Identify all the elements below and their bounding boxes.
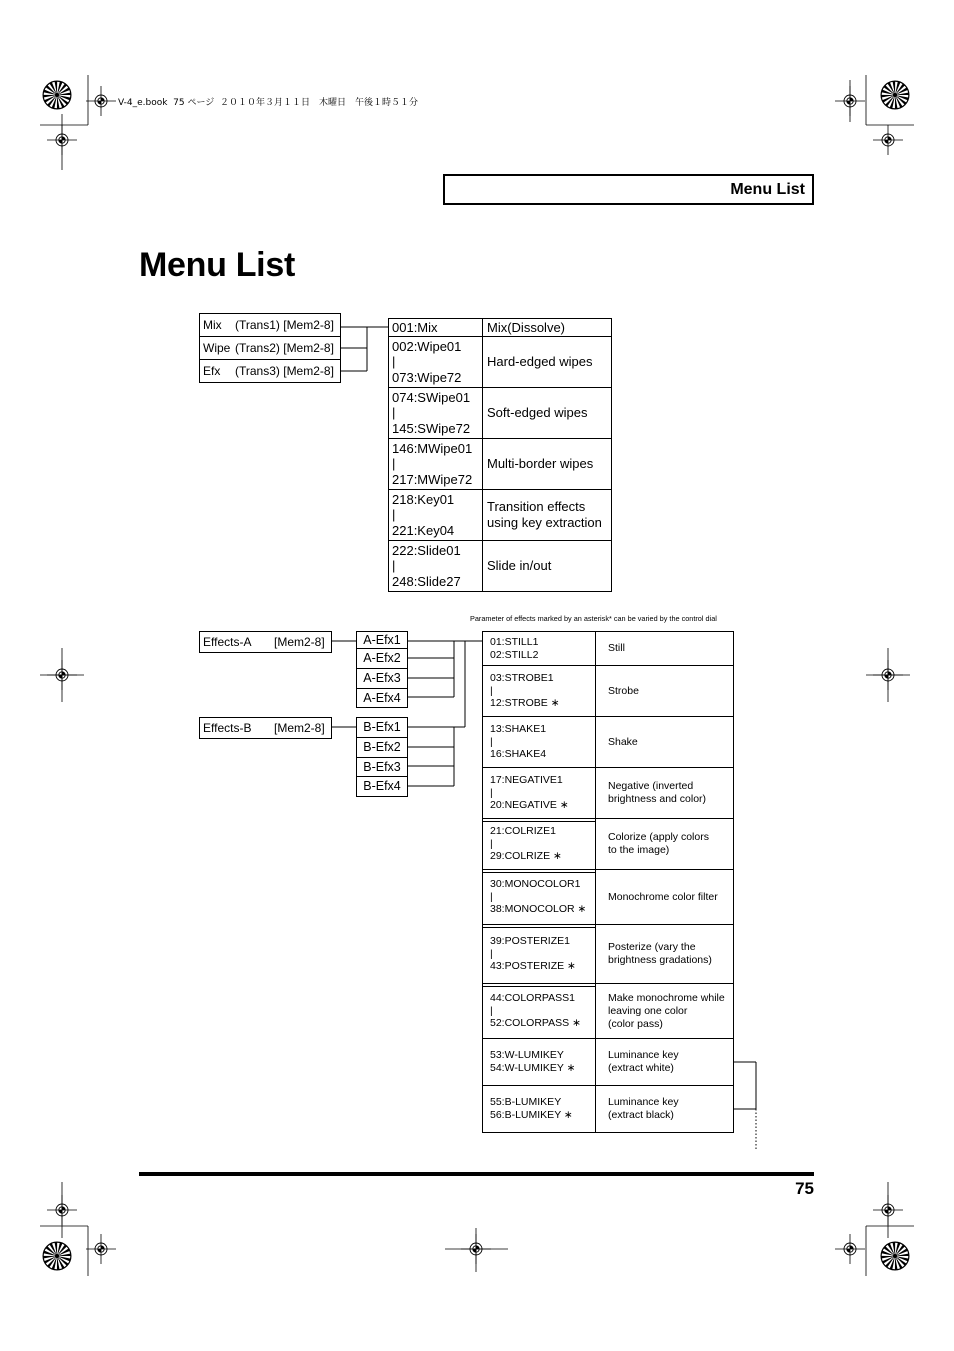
registration-crosshair-icon xyxy=(873,660,903,690)
registration-target-icon xyxy=(881,1242,909,1270)
effect-range: 53:W-LUMIKEY 54:W-LUMIKEY ∗ xyxy=(483,1039,596,1086)
effect-slot-b4: B-Efx4 xyxy=(356,776,408,797)
table-row xyxy=(483,632,734,666)
registration-crosshair-icon xyxy=(47,1195,77,1225)
transition-connectors xyxy=(341,327,388,371)
transition-source-efx xyxy=(199,359,341,383)
effect-slot-a1: A-Efx1 xyxy=(356,631,408,649)
source-detail: (Trans2) [Mem2-8] xyxy=(235,341,334,355)
effect-description: Still xyxy=(596,632,734,666)
print-slug: V-4_e.book 75 ページ ２０１０年３月１１日 木曜日 午後１時５１分 xyxy=(118,98,419,108)
effect-slot-b2: B-Efx2 xyxy=(356,737,408,758)
effect-range: 21:COLRIZE1 | 29:COLRIZE ∗ xyxy=(483,819,596,870)
effect-range: 55:B-LUMIKEY 56:B-LUMIKEY ∗ xyxy=(483,1086,596,1133)
effect-description: Monochrome color filter xyxy=(596,870,734,925)
pattern-range: 002:Wipe01 | 073:Wipe72 xyxy=(389,337,483,388)
effect-range: 30:MONOCOLOR1 | 38:MONOCOLOR ∗ xyxy=(483,870,596,925)
registration-crosshair-icon xyxy=(461,1234,491,1264)
table-row xyxy=(483,1086,734,1133)
pattern-description: Soft-edged wipes xyxy=(483,388,612,439)
table-row xyxy=(483,925,734,984)
bank-name: Effects-A xyxy=(203,635,252,649)
table-row xyxy=(483,819,734,870)
table-row xyxy=(389,541,612,592)
page-title: Menu List xyxy=(139,246,295,284)
pattern-range: 146:MWipe01 | 217:MWipe72 xyxy=(389,439,483,490)
effect-range: 44:COLORPASS1 | 52:COLORPASS ∗ xyxy=(483,984,596,1039)
effect-description: Posterize (vary the brightness gradations) xyxy=(596,925,734,984)
table-row xyxy=(389,388,612,439)
effects-bank-b xyxy=(199,717,332,739)
table-row xyxy=(483,768,734,819)
effect-description: Luminance key (extract white) xyxy=(596,1039,734,1086)
lumikey-bracket xyxy=(734,1062,756,1150)
transition-source-mix xyxy=(199,313,341,337)
bank-name: Effects-B xyxy=(203,721,252,735)
table-row xyxy=(483,870,734,925)
pattern-description: Slide in/out xyxy=(483,541,612,592)
transition-source-wipe xyxy=(199,336,341,360)
registration-target-icon xyxy=(881,81,909,109)
crop-mark-bottom-left xyxy=(40,1226,88,1276)
table-row xyxy=(389,319,612,337)
effect-description: Make monochrome while leaving one color (color pass) xyxy=(596,984,734,1039)
effect-range: 17:NEGATIVE1 | 20:NEGATIVE ∗ xyxy=(483,768,596,819)
running-header-title: Menu List xyxy=(730,181,805,198)
effect-slot-b1: B-Efx1 xyxy=(356,717,408,738)
effect-slot-a2: A-Efx2 xyxy=(356,648,408,669)
page-number: 75 xyxy=(795,1179,814,1198)
crop-mark-top-right xyxy=(866,75,914,125)
source-detail: (Trans3) [Mem2-8] xyxy=(235,364,334,378)
registration-crosshair-icon xyxy=(86,86,116,116)
table-row xyxy=(483,984,734,1039)
pattern-range: 074:SWipe01 | 145:SWipe72 xyxy=(389,388,483,439)
effect-range: 39:POSTERIZE1 | 43:POSTERIZE ∗ xyxy=(483,925,596,984)
crop-mark-mid-left xyxy=(40,648,84,702)
table-row xyxy=(483,717,734,768)
registration-crosshair-icon xyxy=(835,86,865,116)
registration-crosshair-icon xyxy=(873,1195,903,1225)
registration-crosshair-icon xyxy=(47,125,77,155)
effect-slot-b3: B-Efx3 xyxy=(356,757,408,777)
registration-crosshair-icon xyxy=(47,660,77,690)
pattern-description: Multi-border wipes xyxy=(483,439,612,490)
effect-description: Luminance key (extract black) xyxy=(596,1086,734,1133)
registration-crosshair-icon xyxy=(86,1234,116,1264)
bank-memory: [Mem2-8] xyxy=(274,721,325,735)
effect-range: 01:STILL1 02:STILL2 xyxy=(483,632,596,666)
effect-description: Colorize (apply colors to the image) xyxy=(596,819,734,870)
registration-crosshair-icon xyxy=(873,125,903,155)
registration-crosshair-icon xyxy=(835,1234,865,1264)
crop-mark-bottom-center xyxy=(445,1228,508,1272)
footer-rule xyxy=(139,1172,814,1176)
effects-bank-a xyxy=(199,631,332,653)
asterisk-note: Parameter of effects marked by an asterisk* can be varied by the control dial xyxy=(470,614,717,623)
effect-range: 03:STROBE1 | 12:STROBE ∗ xyxy=(483,666,596,717)
effect-slot-a4: A-Efx4 xyxy=(356,688,408,708)
pattern-range: 218:Key01 | 221:Key04 xyxy=(389,490,483,541)
bank-memory: [Mem2-8] xyxy=(274,635,325,649)
crop-mark-mid-right xyxy=(866,648,910,702)
registration-target-icon xyxy=(43,81,71,109)
effects-table xyxy=(482,631,734,1133)
table-row xyxy=(483,1039,734,1086)
effect-slot-a3: A-Efx3 xyxy=(356,668,408,689)
crop-mark-bottom-right xyxy=(866,1226,914,1276)
transition-table xyxy=(388,318,612,592)
effect-description: Negative (inverted brightness and color) xyxy=(596,768,734,819)
pattern-description: Mix(Dissolve) xyxy=(483,319,612,337)
effect-description: Shake xyxy=(596,717,734,768)
pattern-description: Hard-edged wipes xyxy=(483,337,612,388)
effect-range: 13:SHAKE1 | 16:SHAKE4 xyxy=(483,717,596,768)
table-row xyxy=(483,666,734,717)
crop-mark-top-left xyxy=(40,75,88,125)
pattern-range: 222:Slide01 | 248:Slide27 xyxy=(389,541,483,592)
table-row xyxy=(389,490,612,541)
table-row xyxy=(389,337,612,388)
registration-target-icon xyxy=(43,1242,71,1270)
source-detail: (Trans1) [Mem2-8] xyxy=(235,318,334,332)
source-name: Mix xyxy=(203,318,222,332)
table-row xyxy=(389,439,612,490)
pattern-description: Transition effects using key extraction xyxy=(483,490,612,541)
pattern-range: 001:Mix xyxy=(389,319,483,337)
source-name: Wipe xyxy=(203,341,231,355)
running-header-box xyxy=(443,174,814,205)
source-name: Efx xyxy=(203,364,221,378)
effect-description: Strobe xyxy=(596,666,734,717)
